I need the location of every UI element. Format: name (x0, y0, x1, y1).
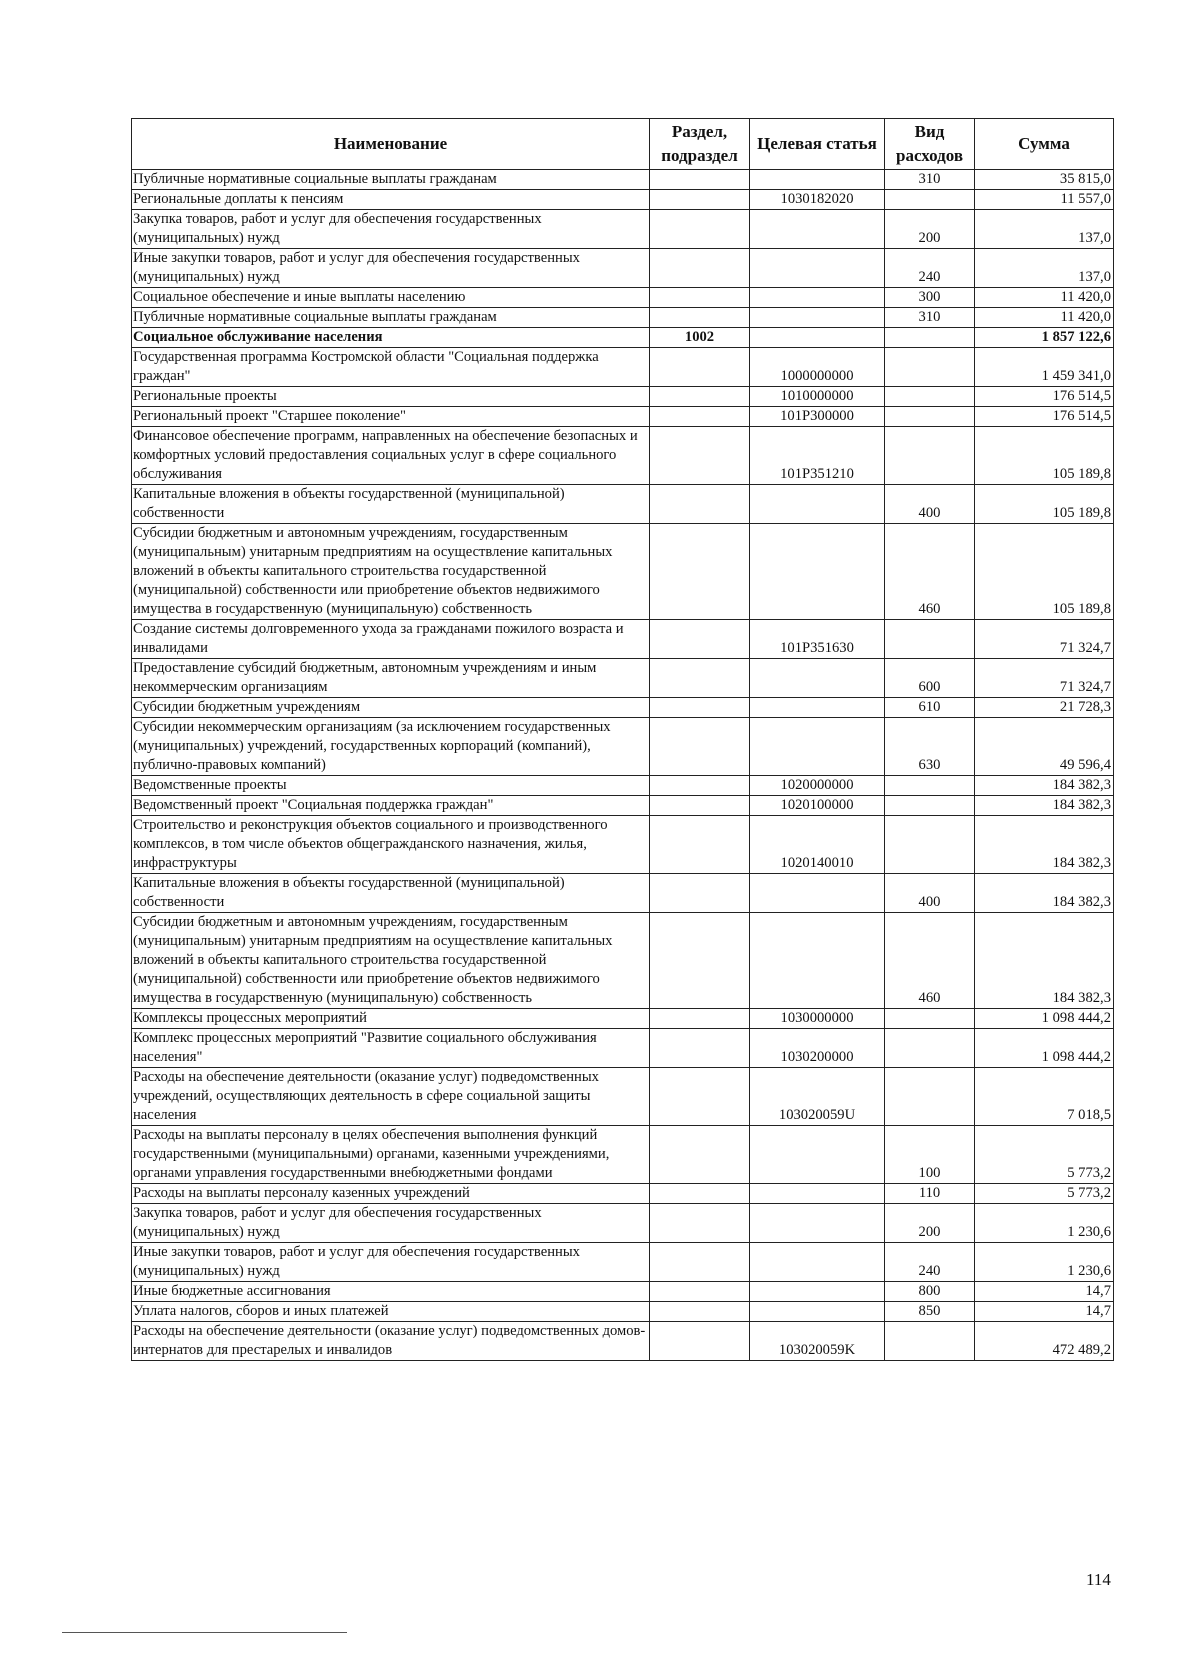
cell-article: 101P351210 (750, 427, 885, 485)
cell-article (750, 1243, 885, 1282)
cell-type: 460 (885, 913, 975, 1009)
cell-article (750, 288, 885, 308)
cell-article (750, 659, 885, 698)
cell-article: 1020140010 (750, 816, 885, 874)
table-row (132, 485, 1114, 524)
table-row (132, 407, 1114, 427)
cell-type: 600 (885, 659, 975, 698)
cell-type (885, 427, 975, 485)
cell-razdel (650, 348, 750, 387)
table-row (132, 427, 1114, 485)
cell-type: 400 (885, 874, 975, 913)
table-row (132, 1009, 1114, 1029)
table-body (132, 170, 1114, 1361)
cell-name: Капитальные вложения в объекты государственной (муниципальной) собственности (132, 874, 650, 913)
table-row (132, 170, 1114, 190)
cell-sum: 472 489,2 (975, 1322, 1114, 1361)
cell-razdel (650, 1184, 750, 1204)
cell-name: Региональный проект "Старшее поколение" (132, 407, 650, 427)
table-row (132, 874, 1114, 913)
cell-type (885, 1029, 975, 1068)
header-sum: Сумма (975, 119, 1114, 170)
cell-name: Ведомственные проекты (132, 776, 650, 796)
cell-type (885, 620, 975, 659)
cell-razdel (650, 427, 750, 485)
cell-sum: 11 420,0 (975, 308, 1114, 328)
cell-name: Капитальные вложения в объекты государственной (муниципальной) собственности (132, 485, 650, 524)
cell-razdel (650, 1126, 750, 1184)
cell-name: Региональные проекты (132, 387, 650, 407)
cell-type: 310 (885, 170, 975, 190)
table-row (132, 659, 1114, 698)
cell-article: 1020000000 (750, 776, 885, 796)
cell-razdel (650, 718, 750, 776)
cell-type: 300 (885, 288, 975, 308)
header-row (132, 119, 1114, 170)
page-number: 114 (1086, 1570, 1111, 1589)
cell-article: 1030200000 (750, 1029, 885, 1068)
cell-sum: 176 514,5 (975, 407, 1114, 427)
table-row (132, 1184, 1114, 1204)
cell-name: Строительство и реконструкция объектов социального и производственного комплексов, в том числе объектов общегражданского назначения, жилья, инфраструктуры (132, 816, 650, 874)
cell-name: Создание системы долговременного ухода за гражданами пожилого возраста и инвалидами (132, 620, 650, 659)
table-row (132, 1322, 1114, 1361)
cell-razdel (650, 1204, 750, 1243)
cell-name: Публичные нормативные социальные выплаты гражданам (132, 308, 650, 328)
cell-sum: 71 324,7 (975, 659, 1114, 698)
cell-sum: 11 557,0 (975, 190, 1114, 210)
cell-sum: 137,0 (975, 249, 1114, 288)
cell-article: 1030000000 (750, 1009, 885, 1029)
cell-razdel (650, 288, 750, 308)
cell-type: 800 (885, 1282, 975, 1302)
cell-type: 850 (885, 1302, 975, 1322)
cell-sum: 71 324,7 (975, 620, 1114, 659)
cell-type: 110 (885, 1184, 975, 1204)
cell-type (885, 1068, 975, 1126)
cell-razdel (650, 620, 750, 659)
header-razdel: Раздел, подраздел (650, 119, 750, 170)
cell-razdel (650, 1029, 750, 1068)
cell-name: Социальное обеспечение и иные выплаты населению (132, 288, 650, 308)
cell-type (885, 796, 975, 816)
cell-razdel (650, 170, 750, 190)
table-row (132, 249, 1114, 288)
cell-razdel (650, 1322, 750, 1361)
cell-article: 1010000000 (750, 387, 885, 407)
cell-article (750, 328, 885, 348)
cell-article (750, 524, 885, 620)
table-row (132, 1282, 1114, 1302)
cell-type (885, 407, 975, 427)
cell-article (750, 698, 885, 718)
header-type: Вид расходов (885, 119, 975, 170)
cell-article (750, 249, 885, 288)
cell-razdel (650, 1243, 750, 1282)
cell-razdel (650, 524, 750, 620)
cell-sum: 184 382,3 (975, 776, 1114, 796)
cell-article (750, 210, 885, 249)
cell-razdel (650, 698, 750, 718)
table-row (132, 1302, 1114, 1322)
cell-sum: 1 230,6 (975, 1204, 1114, 1243)
cell-type: 460 (885, 524, 975, 620)
cell-name: Иные закупки товаров, работ и услуг для обеспечения государственных (муниципальных) нужд (132, 1243, 650, 1282)
cell-article: 101P300000 (750, 407, 885, 427)
cell-sum: 14,7 (975, 1302, 1114, 1322)
table-row (132, 620, 1114, 659)
cell-article: 1000000000 (750, 348, 885, 387)
table-row (132, 1068, 1114, 1126)
cell-type: 310 (885, 308, 975, 328)
cell-article: 1030182020 (750, 190, 885, 210)
cell-name: Иные закупки товаров, работ и услуг для обеспечения государственных (муниципальных) нужд (132, 249, 650, 288)
cell-type (885, 348, 975, 387)
cell-type: 100 (885, 1126, 975, 1184)
table-row (132, 210, 1114, 249)
cell-sum: 184 382,3 (975, 796, 1114, 816)
table-row (132, 718, 1114, 776)
cell-article: 103020059U (750, 1068, 885, 1126)
cell-type: 630 (885, 718, 975, 776)
cell-article: 103020059K (750, 1322, 885, 1361)
cell-name: Закупка товаров, работ и услуг для обеспечения государственных (муниципальных) нужд (132, 1204, 650, 1243)
cell-name: Субсидии некоммерческим организациям (за исключением государственных (муниципальных) учреждений, государственных корпораций (компаний), публично-правовых компаний) (132, 718, 650, 776)
cell-razdel (650, 913, 750, 1009)
table-row (132, 387, 1114, 407)
footnote-rule (62, 1632, 347, 1633)
cell-name: Социальное обслуживание населения (132, 328, 650, 348)
cell-razdel (650, 1009, 750, 1029)
cell-razdel (650, 210, 750, 249)
cell-sum: 105 189,8 (975, 427, 1114, 485)
cell-sum: 7 018,5 (975, 1068, 1114, 1126)
cell-name: Государственная программа Костромской области "Социальная поддержка граждан" (132, 348, 650, 387)
cell-razdel (650, 485, 750, 524)
cell-article: 101P351630 (750, 620, 885, 659)
cell-sum: 1 857 122,6 (975, 328, 1114, 348)
cell-razdel (650, 1302, 750, 1322)
cell-sum: 49 596,4 (975, 718, 1114, 776)
cell-sum: 21 728,3 (975, 698, 1114, 718)
cell-type (885, 1322, 975, 1361)
cell-name: Расходы на обеспечение деятельности (оказание услуг) подведомственных учреждений, осуществляющих деятельность в сфере социальной защиты населения (132, 1068, 650, 1126)
cell-sum: 105 189,8 (975, 524, 1114, 620)
cell-article (750, 308, 885, 328)
cell-type (885, 1009, 975, 1029)
cell-article (750, 1282, 885, 1302)
cell-article (750, 1204, 885, 1243)
cell-sum: 1 098 444,2 (975, 1009, 1114, 1029)
table-row (132, 328, 1114, 348)
cell-razdel (650, 249, 750, 288)
table-row (132, 1243, 1114, 1282)
cell-type: 240 (885, 249, 975, 288)
budget-table (131, 118, 1114, 1361)
cell-type (885, 816, 975, 874)
cell-article (750, 913, 885, 1009)
cell-name: Комплекс процессных мероприятий "Развитие социального обслуживания населения" (132, 1029, 650, 1068)
cell-type: 200 (885, 1204, 975, 1243)
cell-name: Ведомственный проект "Социальная поддержка граждан" (132, 796, 650, 816)
cell-sum: 184 382,3 (975, 913, 1114, 1009)
cell-sum: 35 815,0 (975, 170, 1114, 190)
cell-name: Иные бюджетные ассигнования (132, 1282, 650, 1302)
cell-razdel (650, 1068, 750, 1126)
table-row (132, 816, 1114, 874)
table-row (132, 190, 1114, 210)
cell-razdel (650, 190, 750, 210)
cell-sum: 1 459 341,0 (975, 348, 1114, 387)
cell-sum: 176 514,5 (975, 387, 1114, 407)
table-row (132, 913, 1114, 1009)
cell-name: Региональные доплаты к пенсиям (132, 190, 650, 210)
cell-article (750, 1184, 885, 1204)
cell-sum: 11 420,0 (975, 288, 1114, 308)
cell-name: Публичные нормативные социальные выплаты гражданам (132, 170, 650, 190)
cell-type (885, 328, 975, 348)
cell-name: Комплексы процессных мероприятий (132, 1009, 650, 1029)
cell-razdel (650, 816, 750, 874)
table-row (132, 1126, 1114, 1184)
table-row (132, 308, 1114, 328)
cell-razdel: 1002 (650, 328, 750, 348)
cell-article (750, 1302, 885, 1322)
table-row (132, 776, 1114, 796)
cell-sum: 5 773,2 (975, 1126, 1114, 1184)
cell-article (750, 170, 885, 190)
table-row (132, 796, 1114, 816)
cell-name: Финансовое обеспечение программ, направленных на обеспечение безопасных и комфортных условий предоставления социальных услуг в сфере социального обслуживания (132, 427, 650, 485)
cell-name: Расходы на выплаты персоналу в целях обеспечения выполнения функций государственными (муниципальными) органами, казенными учреждениями, органами управления государственными внебюджетными фондами (132, 1126, 650, 1184)
cell-razdel (650, 1282, 750, 1302)
table-row (132, 288, 1114, 308)
cell-sum: 105 189,8 (975, 485, 1114, 524)
cell-sum: 1 230,6 (975, 1243, 1114, 1282)
cell-razdel (650, 874, 750, 913)
table-row (132, 698, 1114, 718)
cell-razdel (650, 796, 750, 816)
cell-razdel (650, 407, 750, 427)
cell-article (750, 1126, 885, 1184)
table-row (132, 1204, 1114, 1243)
cell-type: 200 (885, 210, 975, 249)
cell-sum: 137,0 (975, 210, 1114, 249)
header-name: Наименование (132, 119, 650, 170)
cell-article (750, 718, 885, 776)
cell-sum: 184 382,3 (975, 816, 1114, 874)
cell-type (885, 387, 975, 407)
table-row (132, 348, 1114, 387)
cell-type (885, 190, 975, 210)
cell-razdel (650, 659, 750, 698)
cell-name: Расходы на обеспечение деятельности (оказание услуг) подведомственных домов-интернатов для престарелых и инвалидов (132, 1322, 650, 1361)
cell-razdel (650, 387, 750, 407)
cell-name: Субсидии бюджетным и автономным учреждениям, государственным (муниципальным) унитарным предприятиям на осуществление капитальных вложений в объекты капитального строительства государственной (муниципальной) собственности или приобретение объектов недвижимого имущества в государственную (муниципальную) собственность (132, 524, 650, 620)
table-row (132, 1029, 1114, 1068)
cell-name: Субсидии бюджетным учреждениям (132, 698, 650, 718)
cell-article (750, 874, 885, 913)
cell-article: 1020100000 (750, 796, 885, 816)
table-row (132, 524, 1114, 620)
cell-sum: 184 382,3 (975, 874, 1114, 913)
cell-sum: 14,7 (975, 1282, 1114, 1302)
cell-sum: 1 098 444,2 (975, 1029, 1114, 1068)
cell-name: Предоставление субсидий бюджетным, автономным учреждениям и иным некоммерческим организациям (132, 659, 650, 698)
cell-name: Субсидии бюджетным и автономным учреждениям, государственным (муниципальным) унитарным предприятиям на осуществление капитальных вложений в объекты капитального строительства государственной (муниципальной) собственности или приобретение объектов недвижимого имущества в государственную (муниципальную) собственность (132, 913, 650, 1009)
cell-name: Закупка товаров, работ и услуг для обеспечения государственных (муниципальных) нужд (132, 210, 650, 249)
cell-type: 240 (885, 1243, 975, 1282)
cell-razdel (650, 776, 750, 796)
cell-sum: 5 773,2 (975, 1184, 1114, 1204)
cell-type: 610 (885, 698, 975, 718)
cell-article (750, 485, 885, 524)
cell-type (885, 776, 975, 796)
cell-name: Уплата налогов, сборов и иных платежей (132, 1302, 650, 1322)
cell-type: 400 (885, 485, 975, 524)
cell-razdel (650, 308, 750, 328)
header-article: Целевая статья (750, 119, 885, 170)
cell-name: Расходы на выплаты персоналу казенных учреждений (132, 1184, 650, 1204)
